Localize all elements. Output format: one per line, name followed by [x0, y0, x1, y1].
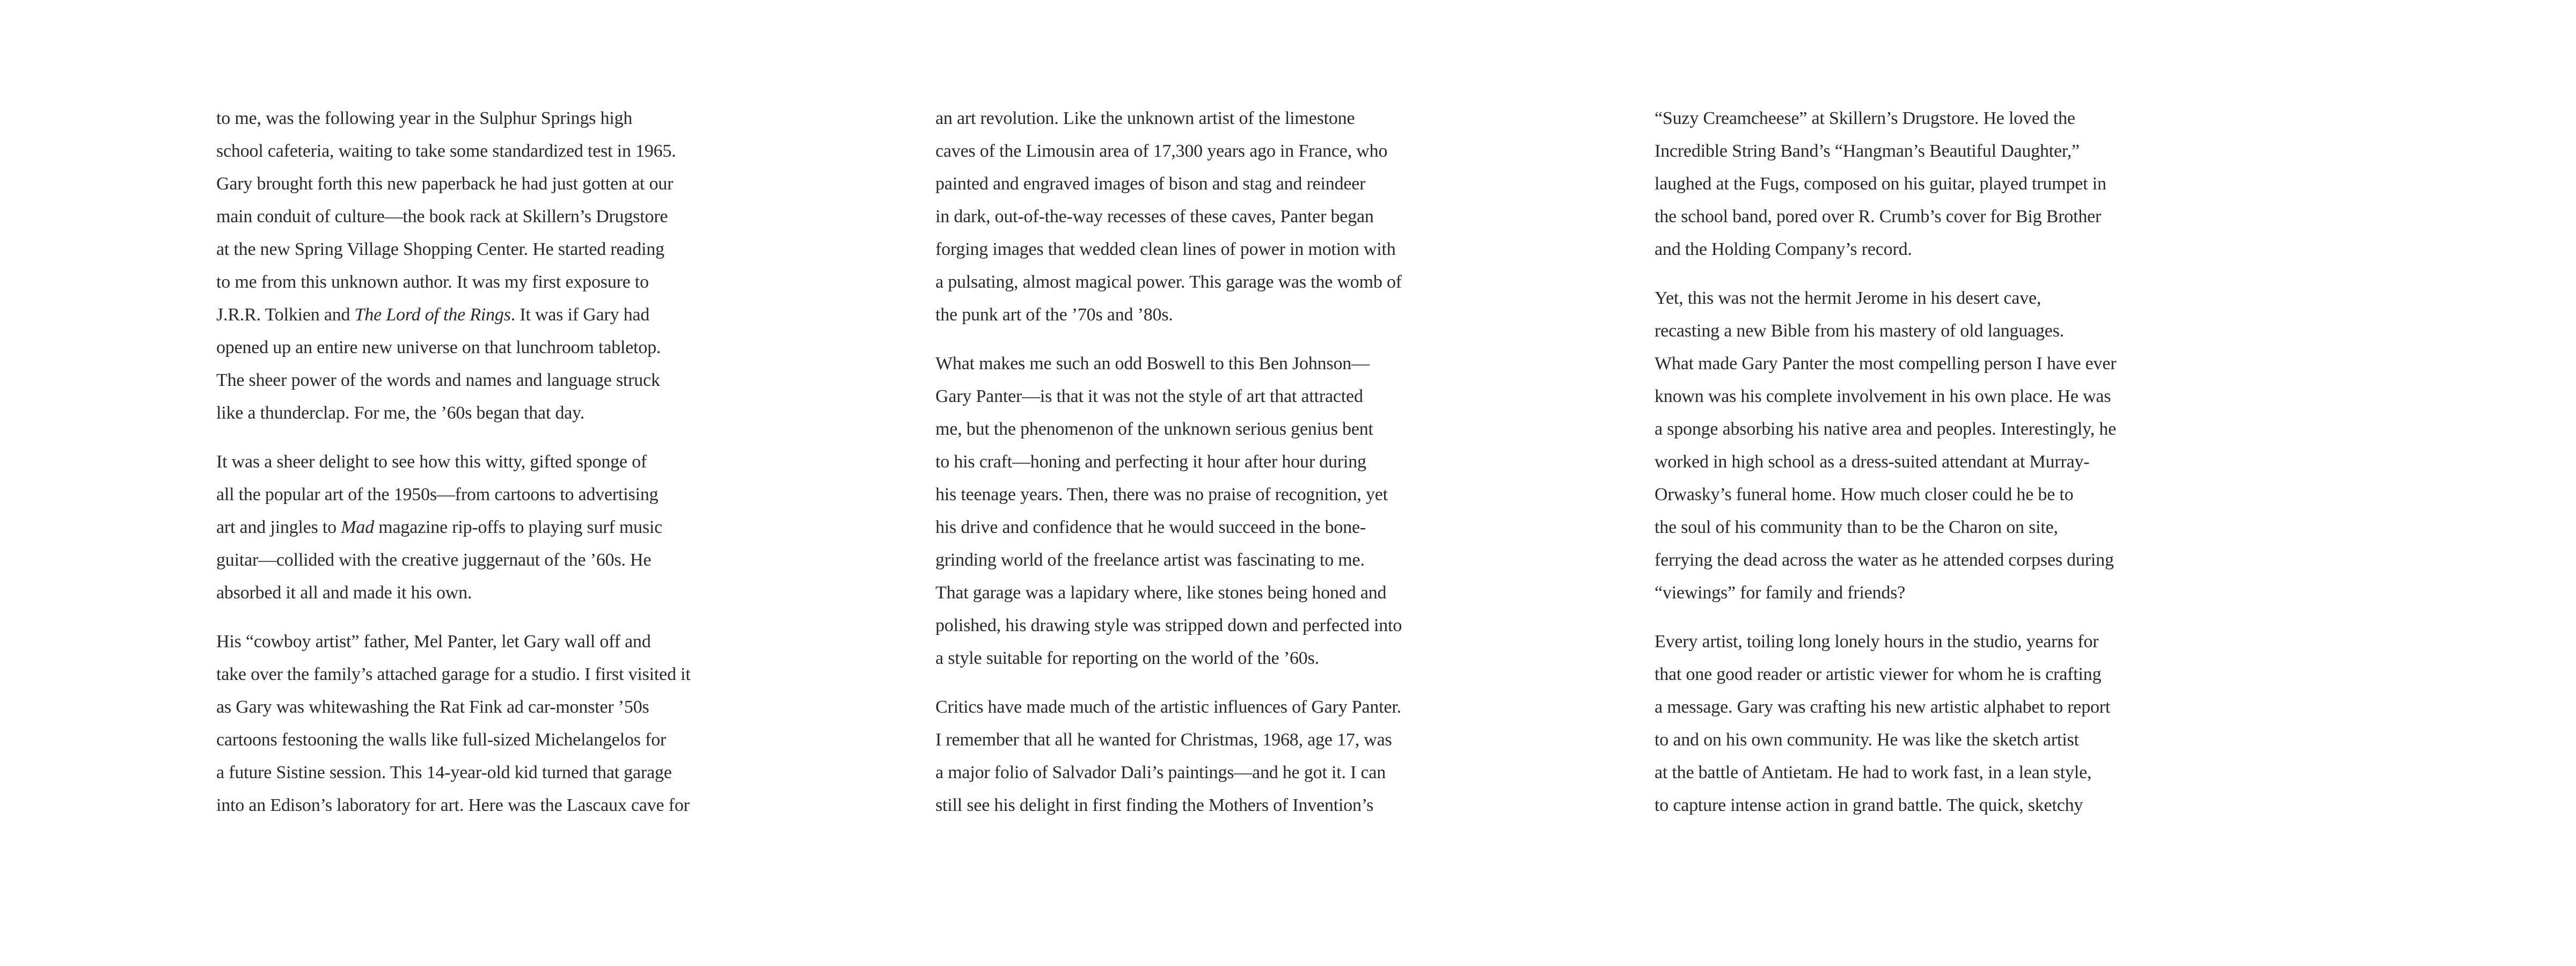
magazine-title: Mad — [341, 517, 374, 537]
text-line: a major folio of Salvador Dali’s paintings—and he got it. I can — [935, 763, 1386, 782]
paragraph — [216, 625, 892, 822]
text-line: a sponge absorbing his native area and peoples. Interestingly, he — [1655, 419, 2117, 439]
text-line: polished, his drawing style was stripped down and perfected into — [935, 616, 1402, 635]
text-line: I remember that all he wanted for Christmas, 1968, age 17, was — [935, 730, 1392, 750]
text-line: What makes me such an odd Boswell to this Ben Johnson— — [935, 354, 1370, 374]
text-run: art and jingles to — [216, 517, 341, 537]
text-line — [216, 298, 892, 331]
text-line: to me, was the following year in the Sulphur Springs high — [216, 108, 633, 128]
text-line: that one good reader or artistic viewer for whom he is crafting — [1655, 664, 2102, 684]
text-line: grinding world of the freelance artist was fascinating to me. — [935, 550, 1365, 570]
text-line: to capture intense action in grand battle. The quick, sketchy — [1655, 795, 2083, 815]
paragraph — [935, 347, 1612, 675]
text-line: painted and engraved images of bison and stag and reindeer — [935, 174, 1366, 194]
text-line: as Gary was whitewashing the Rat Fink ad car-monster ’50s — [216, 697, 649, 717]
text-line: His “cowboy artist” father, Mel Panter, let Gary wall off and — [216, 632, 651, 652]
paragraph — [935, 102, 1612, 331]
text-run: magazine rip-offs to playing surf music — [374, 517, 663, 537]
text-line: Critics have made much of the artistic influences of Gary Panter. — [935, 697, 1401, 717]
text-line: known was his complete involvement in his own place. He was — [1655, 386, 2111, 406]
paragraph — [1655, 102, 2331, 266]
paragraph — [1655, 625, 2331, 822]
text-line: What made Gary Panter the most compelling person I have ever — [1655, 354, 2117, 374]
text-line: the soul of his community than to be the Charon on site, — [1655, 517, 2058, 537]
text-line: school cafeteria, waiting to take some standardized test in 1965. — [216, 141, 676, 161]
text-line: main conduit of culture—the book rack at Skillern’s Drugstore — [216, 207, 668, 226]
text-line: the school band, pored over R. Crumb’s cover for Big Brother — [1655, 207, 2102, 226]
text-line: Every artist, toiling long lonely hours in the studio, yearns for — [1655, 632, 2099, 652]
book-title: The Lord of the Rings — [354, 305, 511, 325]
paragraph — [216, 102, 892, 429]
text-line: absorbed it all and made it his own. — [216, 583, 472, 603]
text-line: the punk art of the ’70s and ’80s. — [935, 305, 1173, 325]
text-line: his teenage years. Then, there was no praise of recognition, yet — [935, 485, 1388, 504]
text-line: “Suzy Creamcheese” at Skillern’s Drugstore. He loved the — [1655, 108, 2075, 128]
text-line: Gary brought forth this new paperback he had just gotten at our — [216, 174, 674, 194]
text-line: a pulsating, almost magical power. This garage was the womb of — [935, 272, 1402, 292]
text-line: The sheer power of the words and names and language struck — [216, 370, 660, 390]
text-line: all the popular art of the 1950s—from cartoons to advertising — [216, 485, 658, 504]
text-line: still see his delight in first finding the Mothers of Invention’s — [935, 795, 1374, 815]
text-line: forging images that wedded clean lines of power in motion with — [935, 239, 1396, 259]
text-line: to and on his own community. He was like the sketch artist — [1655, 730, 2079, 750]
text-line: ferrying the dead across the water as he attended corpses during — [1655, 550, 2114, 570]
text-line: Incredible String Band’s “Hangman’s Beautiful Daughter,” — [1655, 141, 2080, 161]
text-line: a style suitable for reporting on the world of the ’60s. — [935, 648, 1319, 668]
text-line: to his craft—honing and perfecting it hour after hour during — [935, 452, 1366, 472]
text-column-2 — [935, 102, 1612, 838]
text-line — [216, 511, 892, 544]
text-line: into an Edison’s laboratory for art. Here was the Lascaux cave for — [216, 795, 690, 815]
text-line: take over the family’s attached garage for a studio. I first visited it — [216, 664, 691, 684]
text-line: his drive and confidence that he would succeed in the bone- — [935, 517, 1366, 537]
text-line: and the Holding Company’s record. — [1655, 239, 1912, 259]
text-line: in dark, out-of-the-way recesses of these caves, Panter began — [935, 207, 1374, 226]
text-line: Yet, this was not the hermit Jerome in his desert cave, — [1655, 288, 2041, 308]
text-line: at the battle of Antietam. He had to work fast, in a lean style, — [1655, 763, 2092, 782]
text-run: J.R.R. Tolkien and — [216, 305, 355, 325]
paragraph — [216, 445, 892, 609]
paragraph — [935, 691, 1612, 822]
text-line: laughed at the Fugs, composed on his guitar, played trumpet in — [1655, 174, 2106, 194]
text-line: to me from this unknown author. It was my first exposure to — [216, 272, 649, 292]
text-line: Orwasky’s funeral home. How much closer could he be to — [1655, 485, 2074, 504]
text-line: a message. Gary was crafting his new artistic alphabet to report — [1655, 697, 2111, 717]
text-line: “viewings” for family and friends? — [1655, 583, 1906, 603]
text-line: It was a sheer delight to see how this witty, gifted sponge of — [216, 452, 647, 472]
text-column-3 — [1655, 102, 2331, 838]
text-line: an art revolution. Like the unknown artist of the limestone — [935, 108, 1355, 128]
text-line: guitar—collided with the creative juggernaut of the ’60s. He — [216, 550, 652, 570]
text-line: me, but the phenomenon of the unknown serious genius bent — [935, 419, 1373, 439]
text-line: recasting a new Bible from his mastery of old languages. — [1655, 321, 2065, 341]
text-line: worked in high school as a dress-suited attendant at Murray- — [1655, 452, 2090, 472]
text-line: opened up an entire new universe on that lunchroom tabletop. — [216, 338, 661, 357]
text-line: like a thunderclap. For me, the ’60s began that day. — [216, 403, 585, 423]
text-line: cartoons festooning the walls like full-sized Michelangelos for — [216, 730, 667, 750]
text-run: . It was if Gary had — [510, 305, 650, 325]
paragraph — [1655, 282, 2331, 609]
text-column-1 — [216, 102, 892, 838]
text-line: That garage was a lapidary where, like stones being honed and — [935, 583, 1387, 603]
text-line: a future Sistine session. This 14-year-old kid turned that garage — [216, 763, 672, 782]
text-line: at the new Spring Village Shopping Center. He started reading — [216, 239, 664, 259]
text-line: caves of the Limousin area of 17,300 years ago in France, who — [935, 141, 1388, 161]
text-line: Gary Panter—is that it was not the style of art that attracted — [935, 386, 1363, 406]
